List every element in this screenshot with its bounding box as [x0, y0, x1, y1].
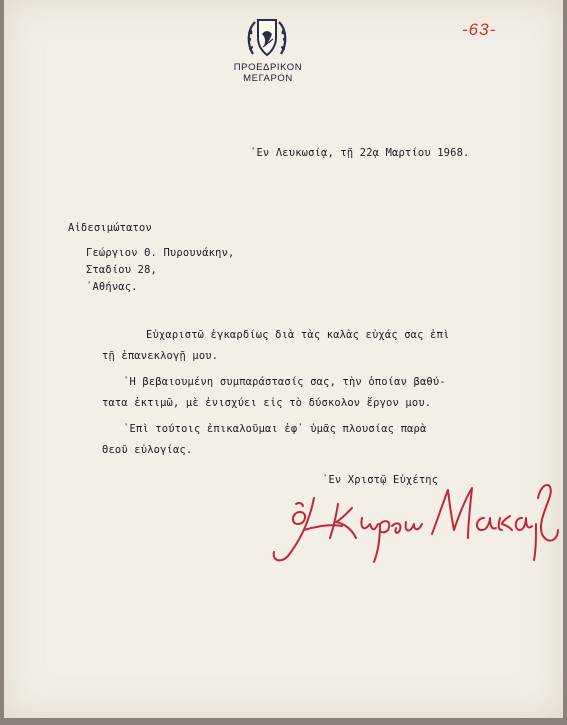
body-line: ῾Η βεβαιουμένη συμπαράστασίς σας, τὴν ὁποίαν βαθύ-: [123, 376, 446, 388]
body-line: Θεοῦ εὐλογίας.: [102, 444, 193, 456]
body-line: Εὐχαριστῶ ἐγκαρδίως διὰ τὰς καλὰς εὐχάς σας ἐπὶ: [146, 329, 450, 341]
body-line: τατα ἐκτιμῶ, μὲ ἐνισχύει εἰς τὸ δύσκολον ἔργον μου.: [102, 397, 432, 409]
address-line: ᾿Αθήνας.: [86, 281, 138, 293]
office-name: ΠΡΟΕΔΡΙΚΟΝ ΜΕΓΑΡΟΝ: [233, 62, 303, 84]
letter-page: [4, 0, 563, 718]
handwritten-signature: [262, 468, 562, 576]
address-line: Γεώργιον Θ. Πυρουνάκην,: [86, 247, 235, 259]
signature-text: [4, 0, 5, 1]
dateline: ᾿Εν Λευκωσίᾳ, τῇ 22ᾳ Μαρτίου 1968.: [250, 147, 470, 159]
page-number: -63-: [462, 20, 497, 39]
closing: ᾿Εν Χριστῷ Εὐχέτης: [322, 474, 439, 486]
address-line: Αἰδεσιμώτατον: [68, 222, 152, 234]
address-line: Σταδίου 28,: [86, 264, 158, 276]
cyprus-coat-of-arms-icon: [245, 14, 289, 62]
body-line: τῇ ἐπανεκλογῇ μου.: [102, 350, 219, 362]
body-line: ᾿Επὶ τούτοις ἐπικαλοῦμαι ἐφ᾿ ὑμᾶς πλουσίας παρὰ: [123, 423, 427, 435]
